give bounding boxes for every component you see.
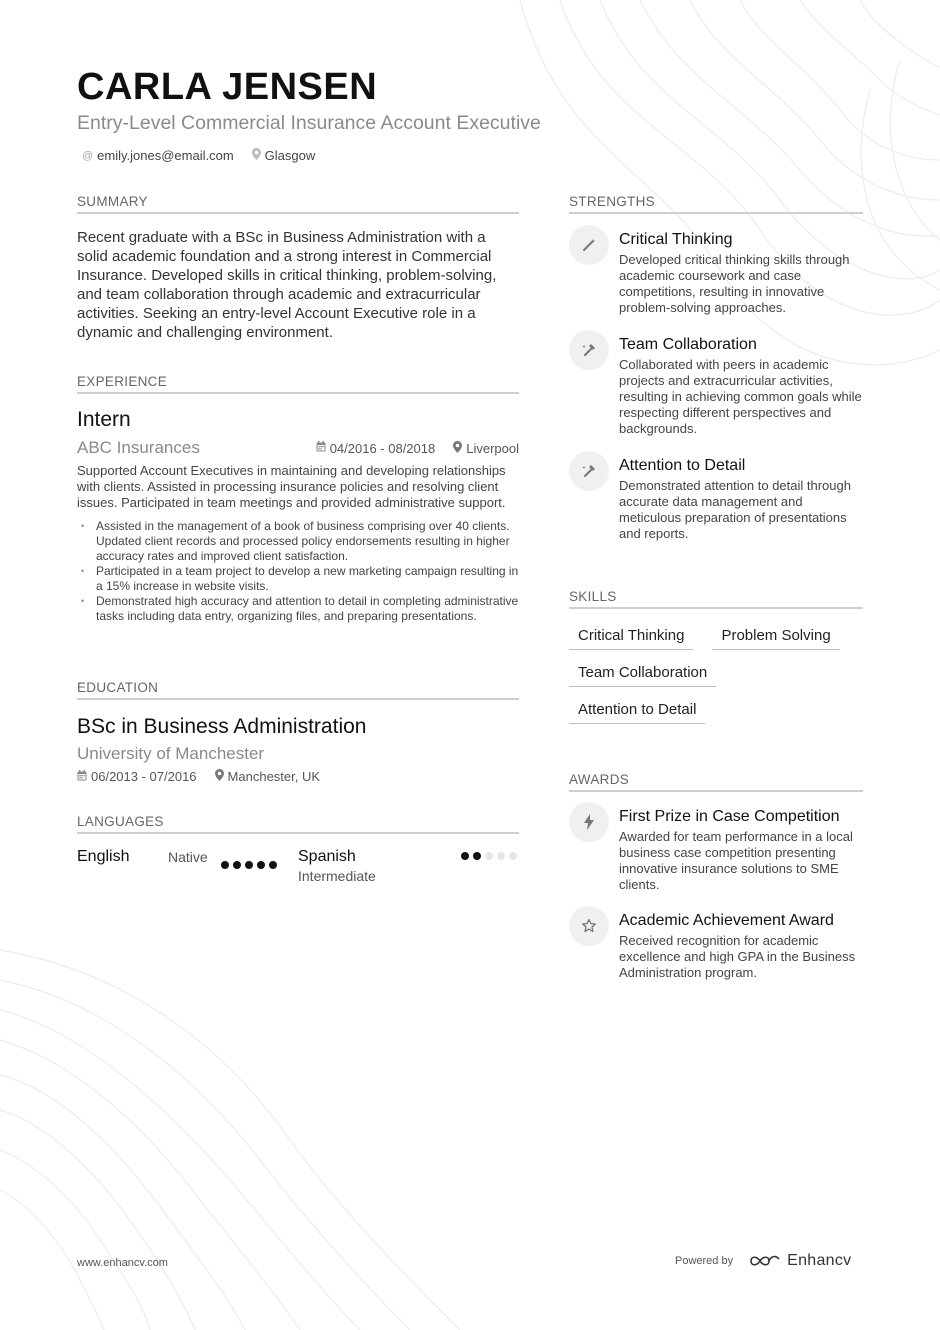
award-title: Academic Achievement Award bbox=[619, 912, 834, 929]
location-pin-icon bbox=[215, 769, 224, 784]
strength-body bbox=[619, 231, 863, 316]
rating-dot bbox=[461, 852, 469, 860]
education-location-text: Manchester, UK bbox=[227, 769, 321, 784]
experience-bullet: • Participated in a team project to develop a new marketing campaign resulting in a 15% increase in website visits. bbox=[77, 564, 519, 594]
hammer-wand-icon bbox=[569, 451, 609, 491]
education-degree: BSc in Business Administration bbox=[77, 715, 367, 738]
rating-dot bbox=[497, 852, 505, 860]
skill-tag: Attention to Detail bbox=[569, 693, 705, 724]
footer-website[interactable]: www.enhancv.com bbox=[77, 1257, 168, 1269]
summary-section bbox=[77, 194, 519, 342]
award-body bbox=[619, 912, 863, 981]
strength-item bbox=[569, 231, 863, 316]
skill-tag: Problem Solving bbox=[712, 619, 839, 650]
award-description: Received recognition for academic excellence and high GPA in the Business Administration program. bbox=[619, 933, 856, 980]
brand-name: Enhancv bbox=[787, 1252, 852, 1269]
education-section bbox=[77, 680, 519, 784]
strength-title: Team Collaboration bbox=[619, 336, 757, 353]
skills-list bbox=[569, 619, 863, 730]
strength-item bbox=[569, 457, 863, 542]
strength-title: Critical Thinking bbox=[619, 231, 733, 248]
rating-dot bbox=[257, 861, 265, 869]
location-pin-icon bbox=[252, 148, 261, 163]
rating-dot bbox=[509, 852, 517, 860]
summary-text: Recent graduate with a BSc in Business Administration with a solid academic foundation and a strong interest in Commercial Insurance. Developed skills in critical thinking, problem-solving, and team collaboration through academic and extracurricular activities. Seeking an entry-level Account Executive role in a dynamic and challenging environment. bbox=[77, 229, 497, 341]
section-title-strengths: STRENGTHS bbox=[569, 194, 863, 214]
magic-wand-icon bbox=[569, 225, 609, 265]
section-title-experience: EXPERIENCE bbox=[77, 374, 519, 394]
section-title-summary: SUMMARY bbox=[77, 194, 519, 214]
skill-tag: Critical Thinking bbox=[569, 619, 693, 650]
education-location bbox=[215, 769, 321, 784]
strength-body bbox=[619, 336, 863, 437]
skill-tag: Team Collaboration bbox=[569, 656, 716, 687]
language-name: English bbox=[77, 848, 130, 865]
rating-dot bbox=[221, 861, 229, 869]
strength-body bbox=[619, 457, 863, 542]
awards-section bbox=[569, 772, 863, 981]
education-school: University of Manchester bbox=[77, 744, 265, 763]
language-rating bbox=[221, 846, 277, 884]
rating-dot bbox=[233, 861, 241, 869]
language-level: Native bbox=[168, 849, 208, 865]
experience-role: Intern bbox=[77, 408, 131, 431]
strength-item bbox=[569, 336, 863, 437]
experience-company-row bbox=[77, 438, 519, 458]
calendar-icon bbox=[77, 770, 87, 784]
rating-dot bbox=[245, 861, 253, 869]
experience-bullets bbox=[77, 519, 519, 624]
candidate-title: Entry-Level Commercial Insurance Account Executive bbox=[77, 112, 541, 134]
language-level: Intermediate bbox=[298, 868, 376, 884]
skills-section bbox=[569, 589, 863, 730]
rating-dot bbox=[473, 852, 481, 860]
education-dates bbox=[77, 769, 197, 784]
language-item-english bbox=[77, 848, 298, 884]
strength-description: Collaborated with peers in academic projects and extracurricular activities, resulting in achieving common goals while respecting different perspectives and backgrounds. bbox=[619, 357, 862, 436]
experience-section bbox=[77, 374, 519, 624]
strength-title: Attention to Detail bbox=[619, 457, 746, 474]
experience-location bbox=[453, 441, 519, 456]
rating-dot bbox=[485, 852, 493, 860]
strength-description: Demonstrated attention to detail through accurate data management and meticulous preparation of presentations and reports. bbox=[619, 478, 851, 541]
education-meta-row bbox=[77, 769, 519, 784]
award-title: First Prize in Case Competition bbox=[619, 808, 840, 825]
language-name: Spanish bbox=[298, 848, 356, 865]
language-item-spanish bbox=[298, 848, 519, 884]
star-icon bbox=[569, 906, 609, 946]
award-description: Awarded for team performance in a local business case competition presenting innovative insurance solutions to SME clients. bbox=[619, 829, 853, 892]
location-pin-icon bbox=[453, 441, 462, 456]
powered-by-label: Powered by bbox=[675, 1255, 734, 1267]
section-title-education: EDUCATION bbox=[77, 680, 519, 700]
experience-dates-text: 04/2016 - 08/2018 bbox=[329, 440, 436, 456]
award-item bbox=[569, 912, 863, 981]
experience-company: ABC Insurances bbox=[77, 438, 200, 457]
experience-location-text: Liverpool bbox=[466, 440, 519, 456]
email-text: emily.jones@email.com bbox=[97, 148, 234, 163]
languages-row bbox=[77, 848, 519, 884]
section-title-skills: SKILLS bbox=[569, 589, 863, 609]
contact-location bbox=[252, 148, 316, 163]
language-rating bbox=[461, 852, 517, 860]
at-icon: @ bbox=[82, 149, 94, 162]
experience-bullet: • Assisted in the management of a book of business comprising over 40 clients. Updated client records and processed policy endorsements resulting in higher accuracy rates and improved client satisfaction. bbox=[77, 519, 519, 564]
experience-description: Supported Account Executives in maintaining and developing relationships with clients. Assisted in processing insurance policies and resolving client issues. Participated in team meetings and provided administrative support. bbox=[77, 463, 506, 510]
strength-description: Developed critical thinking skills through academic coursework and case competitions, resulting in innovative problem-solving approaches. bbox=[619, 252, 850, 315]
education-dates-text: 06/2013 - 07/2016 bbox=[91, 769, 197, 784]
contact-row bbox=[82, 148, 315, 163]
hammer-wand-icon bbox=[569, 330, 609, 370]
experience-bullet: • Demonstrated high accuracy and attention to detail in completing administrative tasks including data entry, organizing files, and preparing presentations. bbox=[77, 594, 519, 624]
award-item bbox=[569, 808, 863, 893]
brand-logo[interactable] bbox=[749, 1252, 851, 1270]
footer-branding bbox=[675, 1252, 851, 1270]
section-title-awards: AWARDS bbox=[569, 772, 863, 792]
candidate-name: CARLA JENSEN bbox=[77, 66, 378, 108]
calendar-icon bbox=[316, 441, 326, 455]
experience-dates bbox=[316, 441, 436, 456]
location-text: Glasgow bbox=[264, 148, 316, 163]
lightning-icon bbox=[569, 802, 609, 842]
contact-email[interactable] bbox=[82, 148, 234, 163]
languages-section bbox=[77, 814, 519, 884]
award-body bbox=[619, 808, 863, 893]
language-text-block bbox=[298, 848, 376, 884]
enhancv-logo-icon bbox=[749, 1253, 781, 1269]
strengths-section bbox=[569, 194, 863, 542]
section-title-languages: LANGUAGES bbox=[77, 814, 519, 834]
rating-dot bbox=[269, 861, 277, 869]
